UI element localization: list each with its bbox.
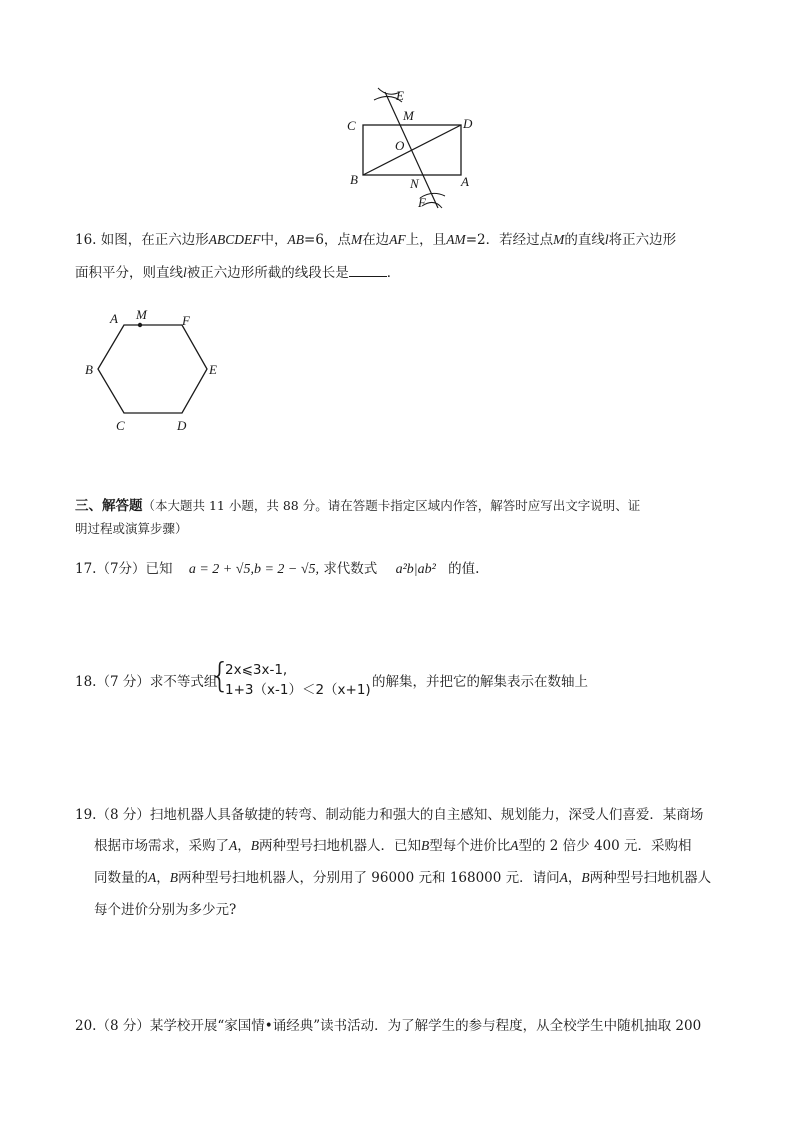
label-c: C: [116, 418, 125, 433]
label-m: M: [136, 307, 147, 322]
label-m: M: [403, 108, 414, 123]
section-title: 三、解答题: [75, 498, 143, 514]
label-n: N: [410, 176, 419, 191]
label-f: F: [418, 195, 426, 210]
label-a: A: [461, 174, 469, 189]
label-e: E: [396, 88, 404, 103]
label-d: D: [177, 418, 187, 433]
label-a: A: [110, 311, 118, 326]
label-b: B: [85, 362, 93, 377]
question-19-line-3: 同数量的A，B两种型号扫地机器人，分别用了 96000 元和 168000 元．请问A，B两种型号扫地机器人: [94, 870, 712, 886]
label-d: D: [463, 116, 473, 131]
question-18-suffix: 的解集，并把它的解集表示在数轴上: [372, 674, 588, 690]
system-brace: {: [209, 656, 231, 696]
hexagon-abcdef: [98, 325, 207, 413]
question-19-line-1: 19.（8 分）扫地机器人具备敏捷的转弯、制动能力和强大的自主感知、规划能力，深受人们喜爱．某商场: [75, 807, 704, 823]
hexagon-figure: [82, 305, 222, 440]
section-note: （本大题共 11 小题，共 88 分。请在答题卡指定区域内作答，解答时应写出文字说明、证: [142, 498, 641, 513]
label-o: O: [395, 138, 405, 153]
inequality-system: [225, 660, 371, 700]
question-20-line-1: 20.（8 分）某学校开展“家国情•诵经典”读书活动．为了解学生的参与程度，从全校学生中随机抽取 200: [75, 1018, 702, 1034]
inequality-1: 2x⩽3x-1,: [225, 662, 288, 678]
question-18-prefix: 18.（7 分）求不等式组: [75, 674, 218, 690]
question-16-line-2: 面积平分，则直线l被正六边形所截的线段长是 ．: [75, 265, 401, 281]
question-19-line-2: 根据市场需求，采购了A，B两种型号扫地机器人．已知B型每个进价比A型的 2 倍少 400 元．采购相: [94, 838, 692, 854]
label-c: C: [347, 118, 356, 133]
answer-blank[interactable]: [349, 264, 387, 277]
rectangle-construction-figure: [330, 80, 490, 215]
label-b: B: [350, 172, 358, 187]
question-16-line-1: 16. 如图，在正六边形ABCDEF中，AB=6，点M在边AF上，且AM=2．若经过点M的直线l将正六边形: [75, 232, 677, 248]
point-m: [138, 323, 142, 327]
given-values-formula: a = 2 + √5,b = 2 − √5,: [188, 562, 320, 577]
section-3-header: [75, 497, 640, 515]
section-3-note-line-2: 明过程或演算步骤）: [75, 521, 188, 536]
label-f: F: [182, 313, 190, 328]
question-19-line-4: 每个进价分别为多少元?: [94, 902, 237, 918]
inequality-2: 1+3（x-1）＜2（x+1): [225, 682, 371, 698]
question-number: 16.: [75, 232, 97, 248]
algebraic-expression: a²b|ab²: [395, 562, 436, 577]
question-17: 17.（7分）已知 a = 2 + √5,b = 2 − √5, 求代数式 a²b|ab² 的值.: [75, 561, 480, 577]
label-e: E: [209, 362, 217, 377]
